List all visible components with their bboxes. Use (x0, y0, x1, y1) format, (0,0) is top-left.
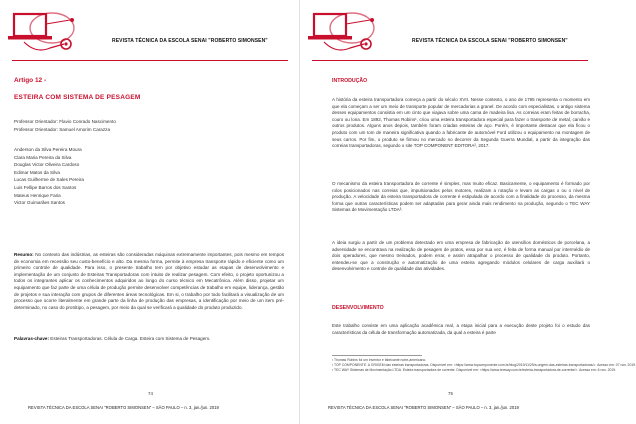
journal-title: REVISTA TÉCNICA DA ESCOLA SENAI "ROBERTO SIMONSEN" (112, 38, 268, 44)
professor-line: Professor Orientador: Samuel Amorim Carazza (14, 126, 110, 132)
page-number: 74 (148, 391, 153, 396)
header-rule (12, 60, 288, 61)
professors-list (14, 118, 116, 133)
page-footer: REVISTA TÉCNICA DA ESCOLA SENAI "ROBERTO SIMONSEN" – SÃO PAULO – n. 3, jan./jun. 2019 (28, 405, 219, 410)
authors-list (14, 146, 84, 207)
article-title: ESTEIRA COM SISTEMA DE PESAGEM (14, 94, 141, 101)
intro-heading: INTRODUÇÃO (332, 78, 368, 84)
laptop-gear-logo-icon (306, 2, 382, 60)
development-heading: DESENVOLVIMENTO (332, 305, 384, 311)
footnote-rule (332, 355, 422, 356)
left-page (0, 0, 300, 424)
abstract-text: No contexto das indústrias, as esteiras são consideradas máquinas extremamente importantes, pois mesmo em tempos de economia em recessão seu custo-benefício e alto. Da mesma forma, permite à empresa transporte rápido e eficiente como um primeiro controle de qualidade. Para isso, o presente trabalho tem por objetivo estudar as etapas de desenvolvimento e implementação de um conjunto de Esteiras Transportadoras com intuito de realizar pesagem. Com efeito, o projeto oportunizou a todos os integrantes aplicar os conhecimentos adquiridos ao longo do curso técnico em Mecatrônica. Além disso, projetar um equipamento que faz parte de uma célula de produção permite desenvolver competências de trabalho em equipe, liderança, gestão de projetos e sua interação com grupos de diferentes áreas tecnológicas. Em si, o trabalho por todo facilitará a visualização de um processo que ocorre literalmente em grande parte da linha de produção das empresas, a identificação por meio de um item pré-determinado, no caso do protótipo, a pesagem, por meio da qual se verificará a qualidade do produto produzido. (14, 252, 284, 310)
intro-paragraph: A história da esteira transportadora começa a partir do século XVII. Nesse contexto, o ano de 1795 representa o momento em que ela começam a ser um meio de transporte popular de mercadorias a granel. De acordo com especialistas, o antigo sistema desses equipamentos consistia em um cinto que viajava sobre uma cama de madeira lisa. As correias eram feitas de borracha, couro ou lona. Em 1892, Thomas Robins¹, criou uma esteira transportadora especial para fazer o transporte de metal, carvão e outros produtos. Alguns anos depois, também foram criadas esteiras de aço. Porém, é importante destacar que ela ficou o produto com um tom de maneira significativa quando a fabricante de automóvel Ford utilizou o equipamento na montagem de seus carros. Por fim, o produto se firmou no mercado no decorrer da Segunda Guerra Mundial, a partir da integração das correias transportadoras, segundo o site TOP COMPONENT EDITORA², 2017. (332, 97, 590, 149)
footnote: ² TOP COMPONENTE. A ORIGEM das esteiras transportadoras. Disponível em: <https://www.topcomponente.com.br/blog/2019/11/29/a-origem-das-esteiras-transportadoras/>. Acesso em: 07 nov. 2019. (332, 363, 636, 368)
development-paragraph: Este trabalho consiste em uma aplicação acadêmica real, a etapa inicial para a execução deste projeto foi o estudo das características da célula de transformação automatizada, da qual a esteira é parte (332, 323, 590, 335)
footnote: ³ TEC WAY Sistemas de Movimentação LTDA. Esteira transportadora de corrente. Disponível em: <https://www.tecway.com.br/esteira-transportadora-de-corrente/>. Acesso em: 6 nov. 2019. (332, 368, 617, 373)
intro-paragraph: O mecanismo da esteira transportadora de corrente é simples, mas muito eficaz. Basicamente, o equipamento é formado por rolos posicionados nas correias que, impulsionados pelos motores, realizam a rotação e levam as cargas o ou o nível de produção. A velocidade da esteira transportadora de corrente é estipulada de acordo com a finalidade do processo, da mesma forma que outras características podem ser adaptadas para gerar ainda mais rendimento na produção, segundo o TEC WAY Sistemas de Movimentação LTDA³. (332, 181, 590, 213)
page-footer: REVISTA TÉCNICA DA ESCOLA SENAI "ROBERTO SIMONSEN" – SÃO PAULO – n. 3, jan./jun. 2019 (328, 405, 519, 410)
footnote: ¹ Thomas Robins foi um inventor e fabricante norte-americano. (332, 358, 427, 362)
keywords-text: Esteiras Transportadoras. Célula de Carga. Esteira com Sistema de Pesagem. (50, 336, 211, 341)
abstract (14, 252, 284, 311)
professor-line: Professor Orientador: Flavio Conrado Nascimento (14, 119, 116, 124)
author-line: Anderson da Silva Pereira Moura (14, 147, 82, 152)
author-line: Mateus Henrique Faria (14, 192, 61, 198)
author-line: Luis Fellipe Barros dos Santos (14, 184, 77, 190)
author-line: Douglas Victor Oliveira Cardoso (14, 162, 80, 168)
author-line: Victor Guimarães Santos (14, 200, 65, 206)
journal-title: REVISTA TÉCNICA DA ESCOLA SENAI "ROBERTO SIMONSEN" (412, 38, 568, 44)
page-number: 75 (448, 391, 453, 396)
laptop-gear-logo-icon (6, 2, 82, 60)
author-line: Lucas Guilherme de Sales Pereira (14, 177, 84, 183)
keywords-label: Palavras-chave: (14, 336, 49, 341)
abstract-label: Resumo: (14, 252, 34, 257)
article-number: Artigo 12 - (14, 77, 47, 84)
keywords (14, 336, 284, 341)
author-line: Edimar Matos da Silva (14, 169, 60, 175)
intro-paragraph: A ideia surgiu a partir de um problema detectado em uma empresa de fabricação de utensílios domésticos de porcelana, a adversidade se encontrava na realização de pesagem de pratos, essa por sua vez, é feita de forma manual por intermédio de dois operadores, que mesmo treinados, podem errar, e assim atrapalhar o processo de qualidade do produto. Portanto, entendeu-se que a construção e automatização de uma esteira agregando módulos celulares de carga auxiliará o desenvolvimento e controle de qualidade das atividades. (332, 240, 590, 272)
author-line: Clara Maria Pereira da Silva (14, 154, 72, 160)
footnotes (332, 358, 636, 374)
header-rule (312, 60, 588, 61)
